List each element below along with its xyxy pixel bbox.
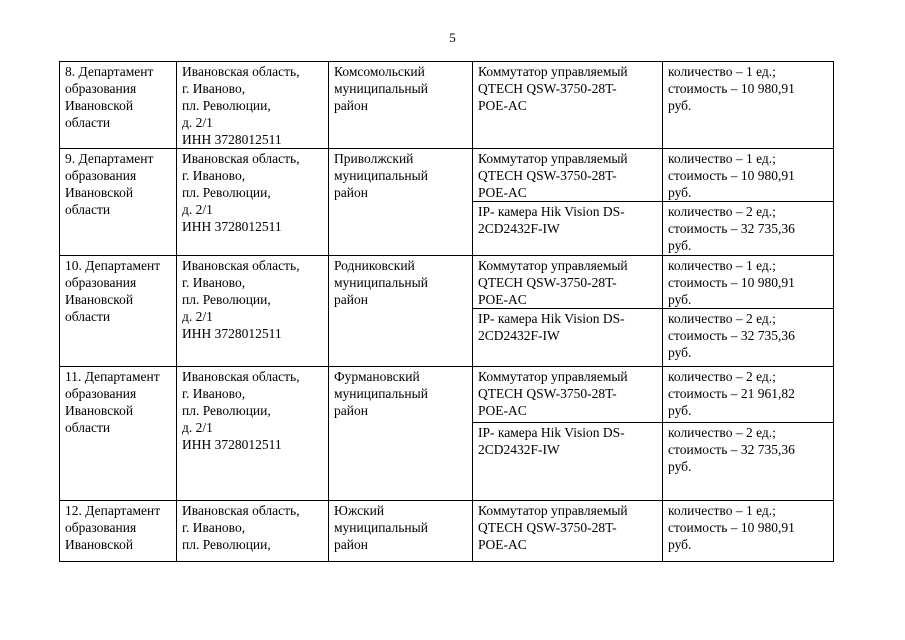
quantity-cell: количество – 2 ед.; стоимость – 32 735,36 руб.: [663, 202, 834, 256]
address-cell: Ивановская область, г. Иваново, пл. Революции, д. 2/1 ИНН 3728012511: [177, 367, 329, 501]
equipment-table: [59, 61, 834, 562]
table-row: [60, 149, 834, 202]
quantity-cell: количество – 1 ед.; стоимость – 10 980,91 руб.: [663, 256, 834, 309]
quantity-cell: количество – 2 ед.; стоимость – 32 735,36 руб.: [663, 309, 834, 367]
equipment-cell: Коммутатор управляемый QTECH QSW-3750-28T- POE-AC: [473, 62, 663, 149]
org-cell: 8. Департамент образования Ивановской области: [60, 62, 177, 149]
equipment-cell: Коммутатор управляемый QTECH QSW-3750-28T- POE-AC: [473, 256, 663, 309]
address-cell: Ивановская область, г. Иваново, пл. Революции,: [177, 501, 329, 562]
org-cell: 9. Департамент образования Ивановской области: [60, 149, 177, 256]
equipment-cell: IP- камера Hik Vision DS- 2CD2432F-IW: [473, 202, 663, 256]
org-cell: 11. Департамент образования Ивановской области: [60, 367, 177, 501]
table-row: [60, 367, 834, 423]
table-row: [60, 62, 834, 149]
address-cell: Ивановская область, г. Иваново, пл. Революции, д. 2/1 ИНН 3728012511: [177, 149, 329, 256]
district-cell: Комсомольский муниципальный район: [329, 62, 473, 149]
equipment-cell: Коммутатор управляемый QTECH QSW-3750-28T- POE-AC: [473, 501, 663, 562]
table-row: [60, 256, 834, 309]
equipment-cell: Коммутатор управляемый QTECH QSW-3750-28T- POE-AC: [473, 367, 663, 423]
address-cell: Ивановская область, г. Иваново, пл. Революции, д. 2/1 ИНН 3728012511: [177, 62, 329, 149]
district-cell: Южский муниципальный район: [329, 501, 473, 562]
quantity-cell: количество – 2 ед.; стоимость – 32 735,36 руб.: [663, 423, 834, 501]
org-cell: 10. Департамент образования Ивановской области: [60, 256, 177, 367]
equipment-cell: IP- камера Hik Vision DS- 2CD2432F-IW: [473, 423, 663, 501]
equipment-cell: Коммутатор управляемый QTECH QSW-3750-28T- POE-AC: [473, 149, 663, 202]
district-cell: Родниковский муниципальный район: [329, 256, 473, 367]
district-cell: Приволжский муниципальный район: [329, 149, 473, 256]
org-cell: 12. Департамент образования Ивановской: [60, 501, 177, 562]
quantity-cell: количество – 2 ед.; стоимость – 21 961,82 руб.: [663, 367, 834, 423]
quantity-cell: количество – 1 ед.; стоимость – 10 980,91 руб.: [663, 62, 834, 149]
page-number: 5: [449, 30, 456, 45]
district-cell: Фурмановский муниципальный район: [329, 367, 473, 501]
table-row: [60, 501, 834, 562]
address-cell: Ивановская область, г. Иваново, пл. Революции, д. 2/1 ИНН 3728012511: [177, 256, 329, 367]
equipment-cell: IP- камера Hik Vision DS- 2CD2432F-IW: [473, 309, 663, 367]
quantity-cell: количество – 1 ед.; стоимость – 10 980,91 руб.: [663, 501, 834, 562]
quantity-cell: количество – 1 ед.; стоимость – 10 980,91 руб.: [663, 149, 834, 202]
